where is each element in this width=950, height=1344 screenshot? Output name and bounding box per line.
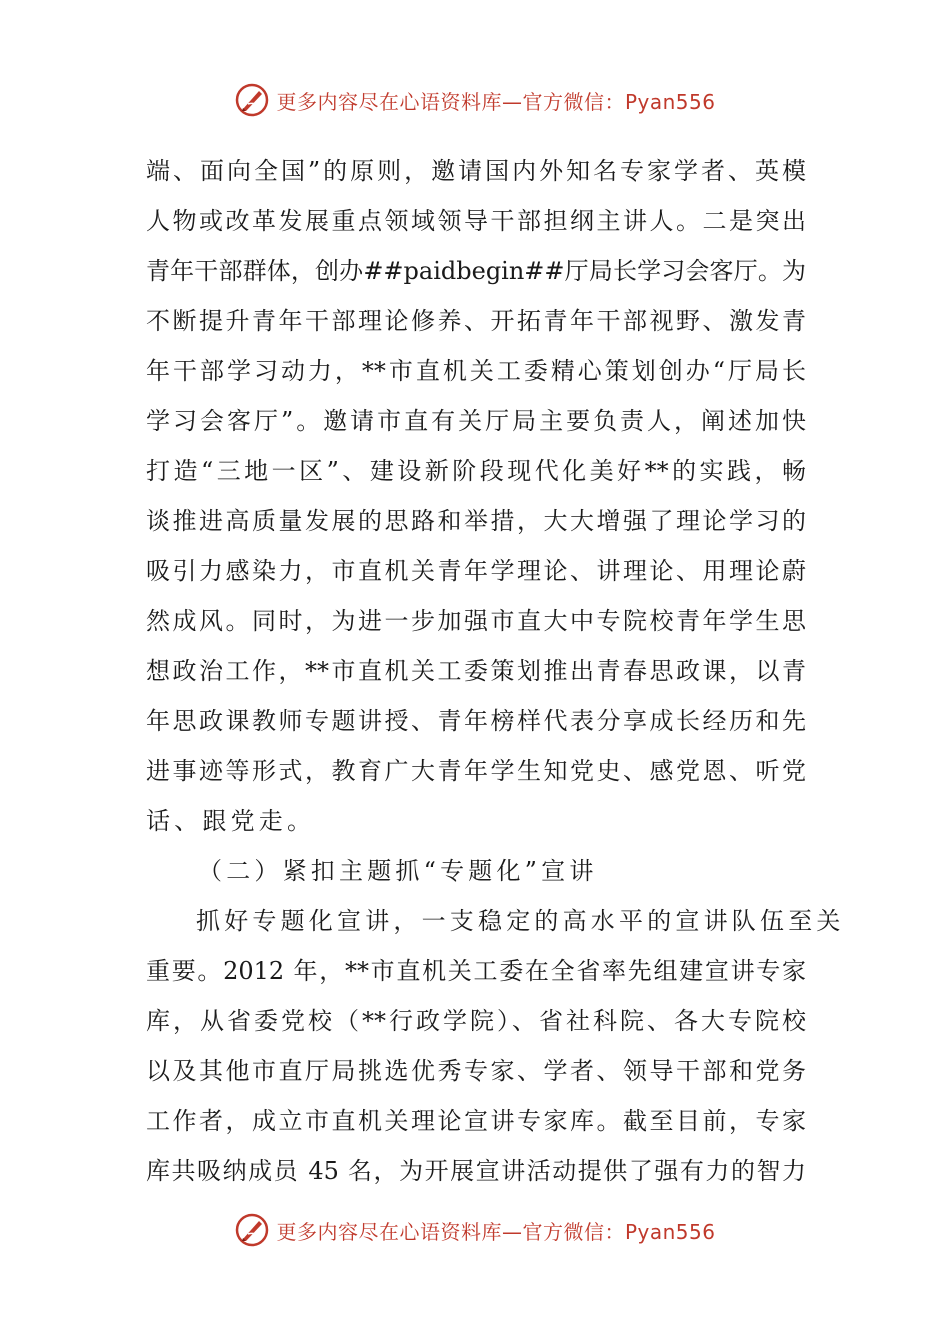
pen-logo-icon	[234, 82, 270, 118]
paragraph-line: 进事迹等形式，教育广大青年学生知党史、感党恩、听党	[146, 757, 806, 785]
paragraph-line: 端、面向全国”的原则，邀请国内外知名专家学者、英模	[146, 157, 806, 185]
paragraph-line: 然成风。同时，为进一步加强市直大中专院校青年学生思	[146, 607, 806, 635]
paragraph-line: 想政治工作，**市直机关工委策划推出青春思政课，以青	[146, 657, 806, 685]
paragraph-line: 重要。2012 年，**市直机关工委在全省率先组建宣讲专家	[146, 957, 806, 985]
paragraph-line: 工作者，成立市直机关理论宣讲专家库。截至目前，专家	[146, 1107, 806, 1135]
paragraph-line-first: 抓好专题化宣讲，一支稳定的高水平的宣讲队伍至关	[196, 907, 845, 935]
paragraph-line: 学习会客厅”。邀请市直有关厅局主要负责人，阐述加快	[146, 407, 806, 435]
document-body	[146, 146, 845, 1196]
paragraph-line: 青年干部群体，创办##paidbegin##厅局长学习会客厅。为	[146, 257, 806, 285]
paragraph-line: 人物或改革发展重点领域领导干部担纲主讲人。二是突出	[146, 207, 806, 235]
header-banner	[0, 78, 950, 122]
footer-banner	[0, 1208, 950, 1252]
paragraph-line: 年干部学习动力，**市直机关工委精心策划创办“厅局长	[146, 357, 806, 385]
paragraph-line: 年思政课教师专题讲授、青年榜样代表分享成长经历和先	[146, 707, 806, 735]
paragraph-line-last: 话、跟党走。	[146, 807, 316, 835]
footer-banner-text: 更多内容尽在心语资料库—官方微信：Pyan556	[276, 1219, 716, 1244]
paragraph-line: 库共吸纳成员 45 名，为开展宣讲活动提供了强有力的智力	[146, 1157, 806, 1185]
section-heading: （二）紧扣主题抓“专题化”宣讲	[198, 857, 598, 885]
paragraph-line: 谈推进高质量发展的思路和举措，大大增强了理论学习的	[146, 507, 806, 535]
paragraph-line: 库，从省委党校（**行政学院）、省社科院、各大专院校	[146, 1007, 806, 1035]
paragraph-line: 吸引力感染力，市直机关青年学理论、讲理论、用理论蔚	[146, 557, 806, 585]
header-banner-text: 更多内容尽在心语资料库—官方微信：Pyan556	[276, 89, 716, 114]
paragraph-line: 以及其他市直厅局挑选优秀专家、学者、领导干部和党务	[146, 1057, 806, 1085]
pen-logo-icon	[234, 1212, 270, 1248]
paragraph-line: 打造“三地一区”、建设新阶段现代化美好**的实践，畅	[146, 457, 806, 485]
paragraph-line: 不断提升青年干部理论修养、开拓青年干部视野、激发青	[146, 307, 806, 335]
